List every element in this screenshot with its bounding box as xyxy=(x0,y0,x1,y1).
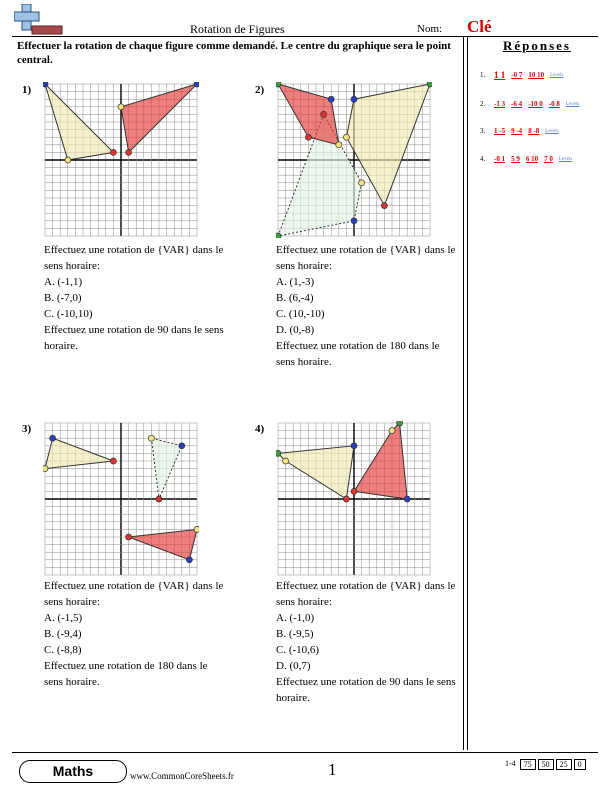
question-prompt: Effectuez une rotation de {VAR} dans le sens horaire: xyxy=(276,244,456,272)
answer-value: 1 1 xyxy=(494,70,506,80)
answer-number: 4. xyxy=(480,155,486,163)
score-cell: 25 xyxy=(556,759,572,770)
header-rule xyxy=(12,36,598,37)
vertex-dot xyxy=(110,458,116,464)
answer-extra: Levels xyxy=(550,72,564,78)
answer-row xyxy=(480,70,563,80)
answer-option: D. (0,7) xyxy=(276,660,311,672)
answer-option: C. (-10,6) xyxy=(276,644,320,656)
coordinate-grid xyxy=(276,421,432,577)
vertex-dot xyxy=(351,443,357,449)
answer-value: -0 8 xyxy=(548,100,560,108)
score-cell: 75 xyxy=(520,759,536,770)
vertex-dot xyxy=(118,104,124,110)
answer-extra: Levels xyxy=(565,101,580,107)
instructions: Effectuer la rotation de chaque figure comme demandé. Le centre du graphique sera le point central. xyxy=(17,40,451,66)
footer-rule xyxy=(12,752,598,753)
problem-number: 2) xyxy=(255,84,265,96)
score-cell: 0 xyxy=(574,759,586,770)
vertex-dot xyxy=(328,96,334,102)
vertex-dot xyxy=(186,557,192,563)
vertex-dot xyxy=(336,142,342,148)
vertex-dot xyxy=(351,488,357,494)
coordinate-grid xyxy=(43,421,199,577)
vertex-dot xyxy=(343,496,349,502)
question-block xyxy=(44,578,224,690)
question-prompt: Effectuez une rotation de {VAR} dans le sens horaire: xyxy=(276,580,456,608)
answer-value: 7 0 xyxy=(544,155,553,163)
vertex-dot xyxy=(65,157,71,163)
answer-column-divider xyxy=(463,36,464,750)
answer-option: C. (-10,10) xyxy=(44,308,93,320)
answer-key-label: Clé xyxy=(467,17,492,36)
answer-option: A. (1,-3) xyxy=(276,276,315,288)
answer-option: C. (-8,8) xyxy=(44,644,82,656)
question-block xyxy=(276,242,456,370)
answer-number: 3. xyxy=(480,127,486,135)
rotation-instruction: Effectuez une rotation de 180 dans le sens horaire. xyxy=(276,340,440,368)
answer-value: -6 4 xyxy=(511,100,523,108)
answer-value: 8 -8 xyxy=(528,127,540,135)
score-range: 1-4 xyxy=(505,759,516,768)
answer-row xyxy=(480,127,559,135)
answer-value: -1 3 xyxy=(494,100,506,108)
answer-value: -0 1 xyxy=(494,155,506,163)
answers-title: Réponses xyxy=(502,38,571,53)
answer-extra: Levels xyxy=(545,128,559,134)
logo-plus-icon xyxy=(14,4,64,36)
page-number: 1 xyxy=(328,760,337,779)
vertex-dot xyxy=(276,82,281,87)
name-label: Nom: xyxy=(417,23,443,35)
vertex-dot xyxy=(43,82,48,87)
question-prompt: Effectuez une rotation de {VAR} dans le sens horaire: xyxy=(44,580,224,608)
vertex-dot xyxy=(194,82,199,87)
vertex-dot xyxy=(283,458,289,464)
answer-number: 1. xyxy=(480,71,486,79)
question-prompt: Effectuez une rotation de {VAR} dans le sens horaire: xyxy=(44,244,224,272)
answer-value: -0 7 xyxy=(511,71,523,79)
answer-option: B. (6,-4) xyxy=(276,292,314,304)
answer-value: 5 9 xyxy=(511,155,520,163)
vertex-dot xyxy=(156,496,162,502)
site-url: www.CommonCoreSheets.fr xyxy=(130,771,234,781)
answer-row xyxy=(480,100,579,108)
answer-option: B. (-7,0) xyxy=(44,292,82,304)
coordinate-grid xyxy=(276,82,432,238)
vertex-dot xyxy=(351,218,357,224)
vertex-dot xyxy=(179,443,185,449)
vertex-dot xyxy=(43,466,48,472)
answer-value: 1 -5 xyxy=(494,127,506,135)
answer-value: -10 0 xyxy=(528,100,543,108)
vertex-dot xyxy=(305,134,311,140)
answer-value: 10 10 xyxy=(528,71,545,79)
rotation-instruction: Effectuez une rotation de 90 dans le sens horaire. xyxy=(276,676,456,704)
answer-column-divider-2 xyxy=(467,36,468,750)
vertex-dot xyxy=(50,435,56,441)
answer-option: B. (-9,5) xyxy=(276,628,314,640)
rotation-instruction: Effectuez une rotation de 90 dans le sens horaire. xyxy=(44,324,224,352)
score-cell: 50 xyxy=(538,759,554,770)
question-block xyxy=(44,242,224,354)
vertex-dot xyxy=(276,233,281,238)
problem-number: 4) xyxy=(255,423,265,435)
vertex-dot xyxy=(351,96,357,102)
vertex-dot xyxy=(126,149,132,155)
answer-number: 2. xyxy=(480,100,486,108)
answer-option: B. (-9,4) xyxy=(44,628,82,640)
answer-row xyxy=(480,155,572,163)
brand-badge: Maths xyxy=(19,760,127,783)
vertex-dot xyxy=(397,421,403,426)
answer-extra: Levels xyxy=(558,156,573,162)
vertex-dot xyxy=(126,534,132,540)
question-block xyxy=(276,578,456,706)
vertex-dot xyxy=(194,526,199,532)
score-table xyxy=(503,759,586,770)
answer-option: A. (-1,5) xyxy=(44,612,83,624)
answer-option: D. (0,-8) xyxy=(276,324,315,336)
vertex-dot xyxy=(276,450,281,456)
vertex-dot xyxy=(321,111,327,117)
answer-value: 9 -4 xyxy=(511,127,523,135)
vertex-dot xyxy=(381,203,387,209)
vertex-dot xyxy=(427,82,432,87)
answer-value: 6 10 xyxy=(525,155,539,163)
answer-option: A. (-1,0) xyxy=(276,612,315,624)
answer-option: C. (10,-10) xyxy=(276,308,325,320)
vertex-dot xyxy=(343,134,349,140)
vertex-dot xyxy=(389,428,395,434)
answer-option: A. (-1,1) xyxy=(44,276,83,288)
vertex-dot xyxy=(110,149,116,155)
vertex-dot xyxy=(404,496,410,502)
vertex-dot xyxy=(148,435,154,441)
rotation-instruction: Effectuez une rotation de 180 dans le sens horaire. xyxy=(44,660,208,688)
problem-number: 1) xyxy=(22,84,32,96)
vertex-dot xyxy=(359,180,365,186)
coordinate-grid xyxy=(43,82,199,238)
problem-number: 3) xyxy=(22,423,32,435)
worksheet-title: Rotation de Figures xyxy=(190,22,285,36)
